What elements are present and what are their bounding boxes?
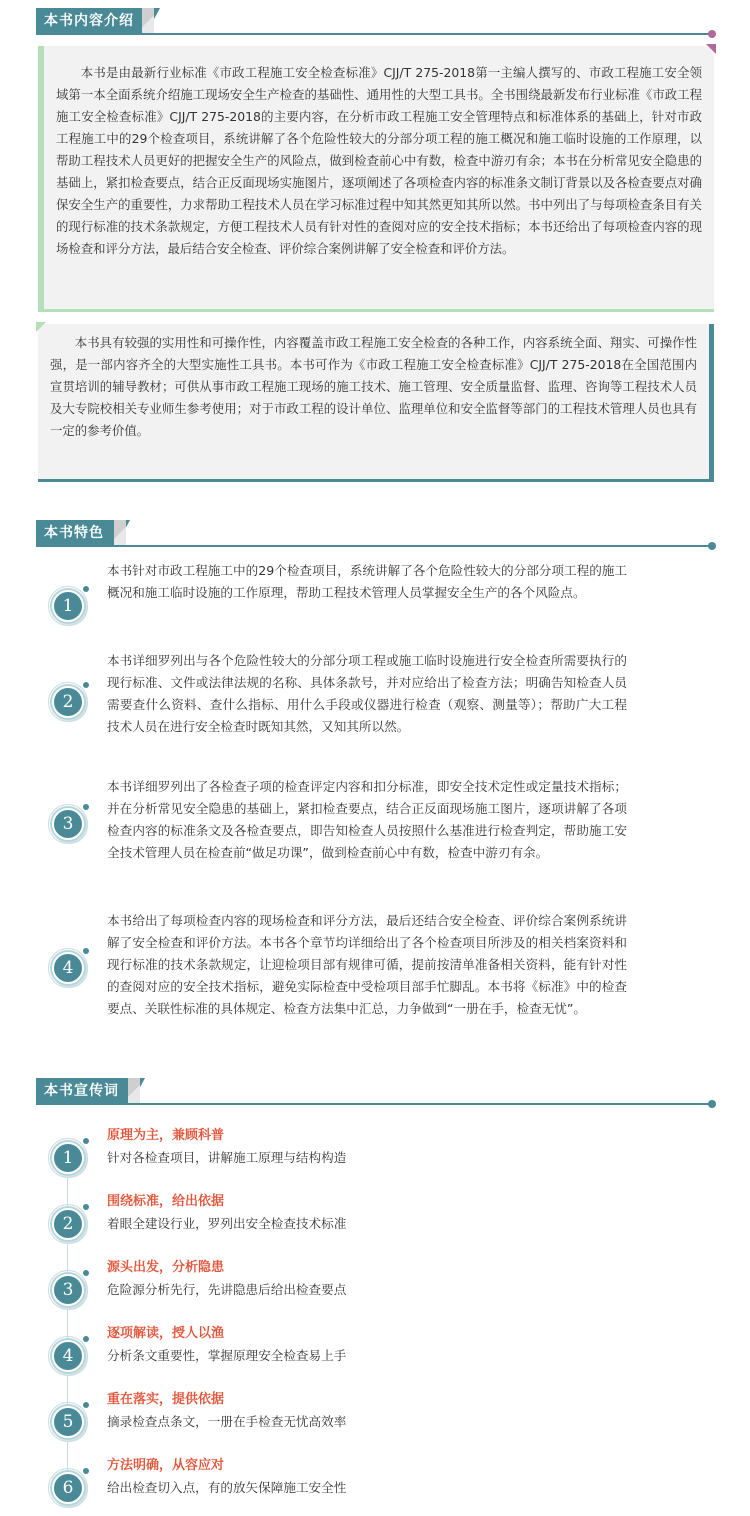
header-fold-decoration bbox=[114, 520, 126, 546]
corner-decoration bbox=[706, 44, 716, 54]
intro-box-1 bbox=[38, 46, 714, 312]
feature-badge-1 bbox=[52, 590, 84, 622]
intro-paragraph-2: 本书具有较强的实用性和可操作性，内容覆盖市政工程施工安全检查的各种工作，内容系统全面、翔实、可操作性强，是一部内容齐全的大型实施性工具书。本书可作为《市政工程施工安全检查标准》CJJ/T 275-2018在全国范围内宣贯培训的辅导教材；可供从事市政工程施工现场的施工技术、施工管理、安全质量监督、监理、咨询等工程技术人员及大专院校相关专业师生参考使用；对于市政工程的设计单位、监理单位和安全监督等部门的工程技术管理人员也具有一定的参考价值。 bbox=[50, 335, 697, 438]
section-header-slogans bbox=[36, 1078, 716, 1104]
feature-badge-2 bbox=[52, 686, 84, 718]
badge-number: 1 bbox=[62, 596, 74, 616]
badge-ring-decoration bbox=[48, 682, 88, 722]
slogan-title-6: 方法明确，从容应对 bbox=[107, 1458, 225, 1473]
badge-number: 3 bbox=[62, 814, 74, 834]
header-fold-decoration bbox=[142, 8, 154, 34]
section-title-features: 本书特色 bbox=[36, 520, 116, 546]
badge-ring-decoration bbox=[48, 586, 88, 626]
feature-text-4: 本书给出了每项检查内容的现场检查和评分方法，最后还结合安全检查、评价综合案例系统讲解了安全检查和评价方法。本书各个章节均详细给出了各个检查项目所涉及的相关档案资料和现行标准的技术条款规定，让迎检项目部有规律可循，提前按清单准备相关资料，能有针对性的查阅对应的安全技术指标，避免实际检查中受检项目部手忙脚乱。本书将《标准》中的检查要点、关联性标准的具体规定、检查方法集中汇总，力争做到“一册在手，检查无忧”。 bbox=[107, 913, 627, 1016]
slogan-title-2: 围绕标准，给出依据 bbox=[107, 1194, 225, 1209]
badge-ring-decoration bbox=[48, 1270, 88, 1310]
slogan-badge-2 bbox=[52, 1208, 84, 1240]
slogan-text-6: 给出检查切入点，有的放矢保障施工安全性 bbox=[107, 1480, 347, 1495]
header-divider-line bbox=[36, 545, 710, 547]
feature-text-2: 本书详细罗列出与各个危险性较大的分部分项工程或施工临时设施进行安全检查所需要执行的现行标准、文件或法律法规的名称、具体条款号，并对应给出了检查方法；明确告知检查人员需要查什么资料、查什么指标、用什么手段或仪器进行检查（观察、测量等）；帮助广大工程技术人员在进行安全检查时既知其然，又知其所以然。 bbox=[107, 653, 627, 734]
slogan-text-2: 着眼全建设行业，罗列出安全检查技术标准 bbox=[107, 1216, 347, 1231]
feature-badge-4 bbox=[52, 952, 84, 984]
section-title-slogans: 本书宣传词 bbox=[36, 1078, 131, 1104]
badge-ring-decoration bbox=[48, 1204, 88, 1244]
slogan-text-3: 危险源分析先行，先讲隐患后给出检查要点 bbox=[107, 1282, 347, 1297]
badge-number: 4 bbox=[62, 1346, 74, 1366]
header-dot-decoration bbox=[708, 30, 716, 38]
slogan-title-3: 源头出发，分析隐患 bbox=[107, 1260, 225, 1275]
slogan-badge-4 bbox=[52, 1340, 84, 1372]
intro-box-2 bbox=[38, 324, 714, 482]
badge-number: 4 bbox=[62, 958, 74, 978]
badge-number: 2 bbox=[62, 1214, 74, 1234]
section-header-features bbox=[36, 520, 716, 546]
corner-decoration bbox=[36, 322, 46, 332]
badge-ring-decoration bbox=[48, 948, 88, 988]
badge-ring-decoration bbox=[48, 1402, 88, 1442]
header-dot-decoration bbox=[708, 542, 716, 550]
slogan-text-1: 针对各检查项目，讲解施工原理与结构构造 bbox=[107, 1150, 347, 1165]
badge-number: 2 bbox=[62, 692, 74, 712]
intro-paragraph-1: 本书是由最新行业标准《市政工程施工安全检查标准》CJJ/T 275-2018第一主编人撰写的、市政工程施工安全领域第一本全面系统介绍施工现场安全生产检查的基础性、通用性的大型工具书。全书围绕最新发布行业标准《市政工程施工安全检查标准》CJJ/T 275-2018的主要内容，在分析市政工程施工安全管理特点和标准体系的基础上，针对市政工程施工中的29个检查项目，系统讲解了各个危险性较大的分部分项工程的施工概况和施工临时设施的工作原理，以帮助工程技术人员更好的把握安全生产的风险点，做到检查前心中有数，检查中游刃有余；本书在分析常见安全隐患的基础上，紧扣检查要点，结合正反面现场实施图片，逐项阐述了各项检查内容的标准条文制订背景以及各检查要点对确保安全生产的重要性，力求帮助工程技术人员在学习标准过程中知其然更知其所以然。书中列出了与每项检查条目有关的现行标准的技术条款规定，方便工程技术人员有针对性的查阅对应的安全技术指标；本书还给出了每项检查内容的现场检查和评分方法，最后结合安全检查、评价综合案例讲解了安全检查和评价方法。 bbox=[56, 65, 702, 256]
header-divider-line bbox=[36, 1103, 710, 1105]
badge-ring-decoration bbox=[48, 804, 88, 844]
header-fold-decoration bbox=[128, 1078, 140, 1104]
badge-ring-decoration bbox=[48, 1138, 88, 1178]
slogan-title-1: 原理为主，兼顾科普 bbox=[107, 1128, 225, 1143]
section-title-intro: 本书内容介绍 bbox=[36, 8, 146, 34]
badge-ring-decoration bbox=[48, 1336, 88, 1376]
slogan-title-4: 逐项解读，授人以渔 bbox=[107, 1326, 225, 1341]
section-header-intro bbox=[36, 8, 716, 34]
slogan-text-4: 分析条文重要性，掌握原理安全检查易上手 bbox=[107, 1348, 347, 1363]
feature-text-1: 本书针对市政工程施工中的29个检查项目，系统讲解了各个危险性较大的分部分项工程的施工概况和施工临时设施的工作原理，帮助工程技术管理人员掌握安全生产的各个风险点。 bbox=[107, 563, 627, 600]
slogan-badge-6 bbox=[52, 1472, 84, 1504]
badge-number: 3 bbox=[62, 1280, 74, 1300]
slogan-text-5: 摘录检查点条文，一册在手检查无忧高效率 bbox=[107, 1414, 347, 1429]
feature-badge-3 bbox=[52, 808, 84, 840]
slogan-title-5: 重在落实，提供依据 bbox=[107, 1392, 225, 1407]
slogan-badge-1 bbox=[52, 1142, 84, 1174]
header-divider-line bbox=[36, 33, 710, 35]
feature-text-3: 本书详细罗列出了各检查子项的检查评定内容和扣分标准，即安全技术定性或定量技术指标；并在分析常见安全隐患的基础上，紧扣检查要点，结合正反面现场施工图片，逐项讲解了各项检查内容的标准条文及各检查要点，即告知检查人员按照什么基准进行检查判定，帮助施工安全技术管理人员在检查前“做足功课”，做到检查前心中有数，检查中游刃有余。 bbox=[107, 779, 627, 860]
badge-number: 1 bbox=[62, 1148, 74, 1168]
header-dot-decoration bbox=[708, 1100, 716, 1108]
badge-ring-decoration bbox=[48, 1468, 88, 1508]
slogan-badge-3 bbox=[52, 1274, 84, 1306]
badge-number: 6 bbox=[62, 1478, 74, 1498]
badge-number: 5 bbox=[62, 1412, 74, 1432]
slogan-badge-5 bbox=[52, 1406, 84, 1438]
